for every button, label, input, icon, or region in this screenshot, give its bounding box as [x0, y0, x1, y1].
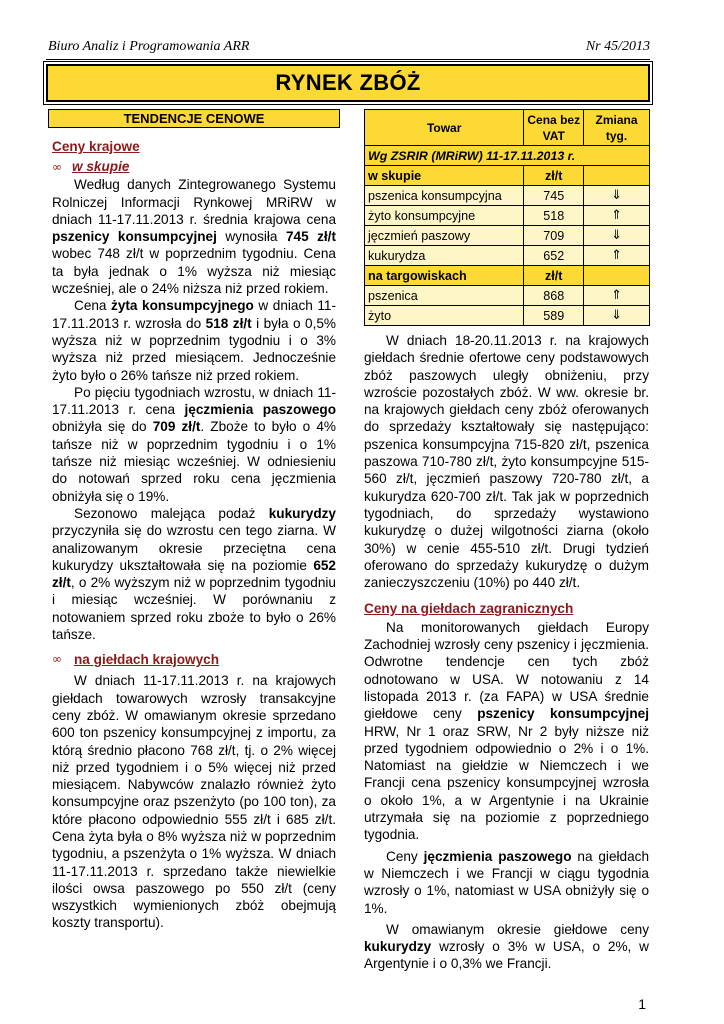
table-subheader-row — [365, 266, 650, 286]
commodity-name: pszenica konsumpcyjna — [365, 186, 524, 206]
subheader-unit: zł/t — [524, 166, 584, 186]
table-group-row — [365, 146, 650, 166]
paragraph-jeczmien-zagranica: Ceny jęczmienia paszowego na giełdach w Niemczech i we Francji w ciągu tygodnia wzrosły o 1%, natomiast w USA obniżyły się o 1%. — [364, 848, 650, 916]
commodity-name: żyto konsumpcyjne — [365, 206, 524, 226]
table-subheader-row — [365, 166, 650, 186]
paragraph-gieldy-krajowe: W dniach 11-17.11.2013 r. na krajowych giełdach towarowych wzrosły transakcyjne ceny zbóż. W omawianym okresie sprzedano 600 ton pszenicy konsumpcyjnej z importu, za którą średnio płacono 768 zł/t, tj. o 2% więcej niż przed tygodniem i o 5% więcej niż przed miesiącem. Nabywców znalazło również żyto konsumpcyjne oraz pszenżyto (po 100 ton), za które płacono odpowiednio 555 zł/t i 685 zł/t. Cena żyta była o 8% wyższa niż w poprzednim tygodniu, a pszenżyta o 1% wyższa. W dniach 11-17.11.2013 r. sprzedano także niewielkie ilości owsa paszowego po 550 zł/t (ceny wszystkich wymienionych zbóż obejmują koszty transportu). — [52, 673, 336, 931]
page-title: RYNEK ZBÓŻ — [275, 70, 421, 95]
change-arrow-icon: ⇑ — [584, 286, 650, 306]
price-value: 652 — [524, 246, 584, 266]
header-cena: Cena bez VAT — [524, 110, 584, 146]
paragraph-pszenica-zagranica: Na monitorowanych giełdach Europy Zachodniej wzrosły ceny pszenicy i jęczmienia. Odwrotne tendencje cen tych zbóż odnotowano w USA. W notowaniu z 14 listopada 2013 r. (za FAPA) w USA średnie giełdowe ceny pszenicy konsumpcyjnej HRW, Nr 1 oraz SRW, Nr 2 były niższe niż przed tygodniem odpowiednio o 2% i o 1%. Natomiast na giełdzie w Niemczech i we Francji cena pszenicy konsumpcyjnej wzrosła o około 1%, a w Argentynie i na Ukrainie utrzymała się na poziomie z poprzedniego tygodnia. — [364, 619, 649, 843]
table-row — [365, 246, 650, 266]
page-title-box — [46, 64, 650, 102]
header-issue-number: Nr 45/2013 — [585, 39, 650, 54]
price-value: 868 — [524, 286, 584, 306]
table-row — [365, 306, 650, 326]
change-arrow-icon: ⇑ — [584, 206, 650, 226]
paragraph-kukurydza: Sezonowo malejąca podaż kukurydzy przyczyniła się do wzrostu cen tego ziarna. W analizowanym okresie przeciętna cena kukurydzy ukształtowała się na poziomie 652 zł/t, o 2% wyższym niż w poprzednim tygodniu i miesiąc wcześniej. W porównaniu z notowaniem sprzed roku zboże to było o 26% tańsze. — [52, 505, 336, 643]
subheader-label: w skupie — [365, 166, 524, 186]
subheading-label: w skupie — [72, 159, 130, 175]
price-value: 518 — [524, 206, 584, 226]
section-heading: TENDENCJE CENOWE — [48, 109, 340, 128]
change-arrow-icon: ⇑ — [584, 246, 650, 266]
commodity-name: jęczmień paszowy — [365, 226, 524, 246]
commodity-name: żyto — [365, 306, 524, 326]
table-row — [365, 186, 650, 206]
paragraph-kukurydza-zagranica: W omawianym okresie giełdowe ceny kukurydzy wzrosły o 3% w USA, o 2%, w Argentynie i o 0,3% we Francji. — [364, 921, 649, 972]
left-column — [52, 138, 336, 932]
commodity-name: pszenica — [365, 286, 524, 306]
subheading-label: na giełdach krajowych — [74, 652, 220, 668]
infinity-bullet-icon: ∞ — [52, 652, 62, 667]
page-number: 1 — [638, 996, 646, 1012]
price-table — [364, 109, 650, 326]
header-towar: Towar — [365, 110, 524, 146]
table-row — [365, 226, 650, 246]
heading-ceny-krajowe: Ceny krajowe — [52, 139, 140, 154]
subheading-gieldy-krajowe — [52, 648, 336, 672]
header-zmiana: Zmiana tyg. — [584, 110, 650, 146]
subheader-label: na targowiskach — [365, 266, 524, 286]
infinity-bullet-icon: ∞ — [52, 160, 62, 175]
table-header-row — [365, 110, 650, 146]
commodity-name: kukurydza — [365, 246, 524, 266]
paragraph-jeczmien: Po pięciu tygodniach wzrostu, w dniach 11-17.11.2013 r. cena jęczmienia paszowego obniżyła się do 709 zł/t. Zboże to było o 4% tańsze niż w poprzednim tygodniu i o 1% tańsze niż miesiąc wcześniej. W odniesieniu do notowań sprzed roku cena jęczmienia obniżyła się o 19%. — [52, 384, 337, 504]
paragraph-gieldy-oferty: W dniach 18-20.11.2013 r. na krajowych giełdach średnie ofertowe ceny podstawowych zbóż paszowych uległy obniżeniu, przy wzroście pozostałych zbóż. W ww. okresie br. na krajowych giełdach ceny zbóż oferowanych do sprzedaży kształtowały się następująco: pszenica konsumpcyjna 715-820 zł/t, pszenica paszowa 710-780 zł/t, żyto konsumpcyjne 515-560 zł/t, jęczmień paszowy 720-780 zł/t, a kukurydza 620-700 zł/t. Tak jak w poprzednich tygodniach, do sprzedaży wystawiono kukurydzę o dużej wilgotności ziarna (około 30%) w cenie 455-510 zł/t. Drugi tydzień oferowano do sprzedaży kukurydzę o dużym zanieczyszczeniu (10%) po 440 zł/t. — [364, 333, 649, 591]
price-value: 709 — [524, 226, 584, 246]
subheading-w-skupie — [52, 158, 336, 176]
group-label: Wg ZSRIR (MRiRW) 11-17.11.2013 r. — [365, 146, 650, 166]
table-row — [365, 206, 650, 226]
right-column — [364, 332, 649, 973]
header-publisher: Biuro Analiz i Programowania ARR — [48, 39, 250, 54]
price-value: 589 — [524, 306, 584, 326]
change-arrow-icon: ⇓ — [584, 226, 650, 246]
change-arrow-icon: ⇓ — [584, 186, 650, 206]
price-value: 745 — [524, 186, 584, 206]
heading-gieldy-zagraniczne: Ceny na giełdach zagranicznych — [364, 601, 574, 617]
table-row — [365, 286, 650, 306]
paragraph-zyto: Cena żyta konsumpcyjnego w dniach 11-17.11.2013 r. wzrosła do 518 zł/t i była o 0,5% wyższa niż w poprzednim tygodniu i o 3% wyższa niż przed miesiącem. Jednocześnie żyto było o 26% tańsze niż przed rokiem. — [52, 298, 337, 383]
change-arrow-icon: ⇓ — [584, 306, 650, 326]
subheader-unit: zł/t — [524, 266, 584, 286]
paragraph-pszenica: Według danych Zintegrowanego Systemu Rolniczej Informacji Rynkowej MRiRW w dniach 11-17.11.2013 r. średnia krajowa cena pszenicy konsumpcyjnej wynosiła 745 zł/t wobec 748 zł/t w poprzednim tygodniu. Cena ta była jednak o 1% wyższa niż miesiąc wcześniej, ale o 24% niższa niż przed rokiem. — [52, 177, 336, 297]
running-header — [46, 38, 650, 60]
